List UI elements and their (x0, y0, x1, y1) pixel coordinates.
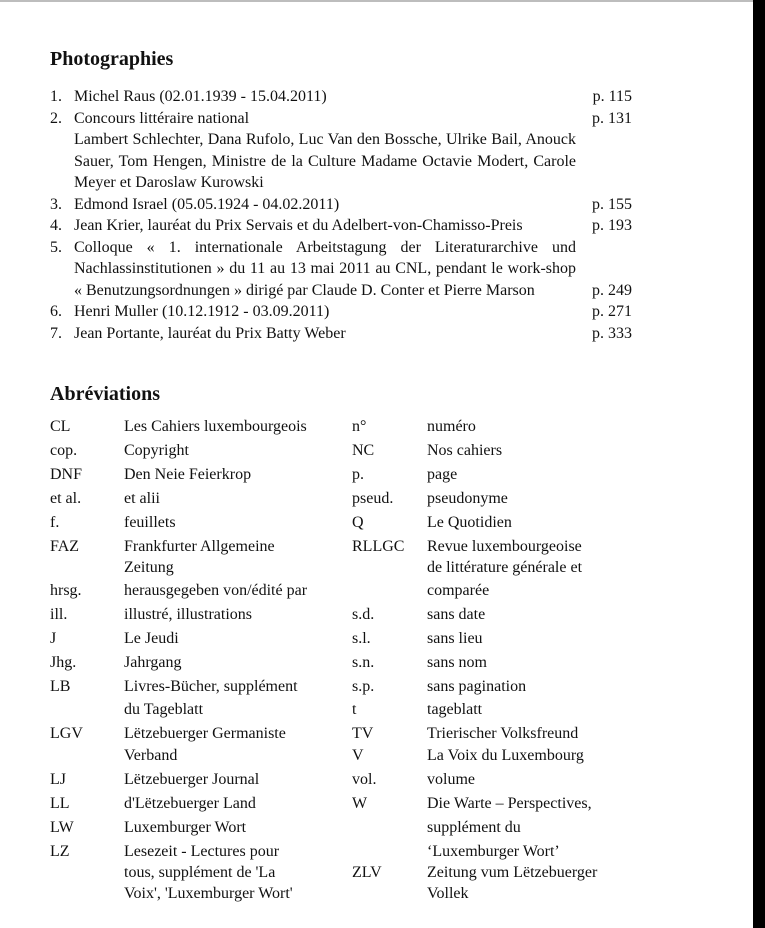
abbreviation-meaning: et alii (124, 490, 160, 507)
abbreviation: t (352, 701, 357, 718)
abbreviation: hrsg. (50, 582, 82, 599)
abbreviation-meaning: Lesezeit - Lectures pour (124, 843, 280, 860)
item-detail: Lambert Schlechter, Dana Rufolo, Luc Van den Bossche, Ulrike Bail, Anouck Sauer, Tom Hengen, Ministre de la Culture Madame Octavie Modert, Carole Meyer et Daroslaw Kurowski (74, 131, 576, 191)
abbreviation: ill. (50, 606, 68, 623)
item-number: 2. (50, 109, 62, 127)
list-item (50, 323, 632, 345)
abbreviation: p. (352, 466, 364, 483)
item-number: 1. (50, 88, 62, 105)
abbreviation-meaning: d'Lëtzebuerger Land (124, 795, 256, 812)
item-number: 3. (50, 195, 62, 213)
abbreviation: CL (50, 418, 71, 435)
abbreviation-meaning: Vollek (427, 885, 469, 902)
abbreviation: s.p. (352, 678, 375, 695)
photographies-heading: Photographies (50, 48, 174, 70)
abbreviation: NC (352, 442, 375, 459)
abbreviation-meaning: Zeitung (124, 559, 174, 576)
abbreviation: RLLGC (352, 538, 405, 555)
abbreviation-meaning: herausgegeben von/édité par (124, 582, 308, 599)
abbreviation-meaning: Den Neie Feierkrop (124, 466, 252, 483)
item-title: Michel Raus (02.01.1939 - 15.04.2011) (74, 88, 327, 105)
abbreviation-meaning: Zeitung vum Lëtzebuerger (427, 864, 598, 881)
abbreviation: FAZ (50, 538, 80, 555)
abbreviation-meaning: sans nom (427, 654, 487, 671)
abbreviation: LJ (50, 771, 66, 788)
abbreviation: W (352, 795, 368, 812)
item-title: Henri Muller (10.12.1912 - 03.09.2011) (74, 303, 330, 320)
abbreviation-meaning: Nos cahiers (427, 442, 503, 459)
abbreviation: TV (352, 725, 374, 742)
page-top-border (0, 0, 765, 2)
abbreviation: Q (352, 514, 364, 531)
abbreviation-meaning: pseudonyme (427, 490, 508, 507)
list-item (50, 86, 632, 108)
abbreviation-meaning: Copyright (124, 442, 189, 459)
abbreviation-meaning: volume (427, 771, 475, 788)
item-page: p. 249 (592, 281, 632, 299)
abbreviation: f. (50, 514, 60, 531)
abbreviation-meaning: tous, supplément de 'La (124, 864, 276, 881)
abbreviation-meaning: tageblatt (427, 701, 483, 718)
abbreviation-meaning: sans pagination (427, 678, 527, 695)
abbreviation-meaning: du Tageblatt (124, 701, 204, 718)
page-right-edge (753, 0, 765, 928)
abbreviation: s.d. (352, 606, 375, 623)
abbreviation-meaning: Le Jeudi (124, 630, 179, 647)
abbreviation-meaning: Les Cahiers luxembourgeois (124, 418, 307, 435)
abbreviation-meaning: Frankfurter Allgemeine (124, 538, 275, 555)
item-title: Edmond Israel (05.05.1924 - 04.02.2011) (74, 195, 340, 213)
abbreviation: n° (352, 418, 367, 435)
abbreviation-meaning: numéro (427, 418, 476, 435)
abbreviation: LB (50, 678, 71, 695)
abbreviation: et al. (50, 490, 82, 507)
list-item (50, 108, 632, 194)
abbreviation: pseud. (352, 490, 394, 507)
item-number: 6. (50, 303, 62, 320)
list-item (50, 194, 632, 216)
abbreviation-meaning: Voix', 'Luxemburger Wort' (124, 885, 293, 902)
list-item (50, 301, 632, 323)
abbreviation-meaning: page (427, 466, 458, 483)
item-page: p. 115 (592, 88, 632, 105)
abbreviation-meaning: La Voix du Luxembourg (427, 747, 584, 764)
abbreviation: LGV (50, 725, 83, 742)
abbreviation-meaning: sans date (427, 606, 486, 623)
abbreviation-meaning: illustré, illustrations (124, 606, 252, 623)
abbreviation: DNF (50, 466, 83, 483)
abbreviation: s.l. (352, 630, 371, 647)
abbreviation-meaning: Revue luxembourgeoise (427, 538, 582, 555)
item-page: p. 333 (592, 324, 632, 342)
abbreviation-meaning: Jahrgang (124, 654, 182, 671)
list-item (50, 215, 632, 237)
list-item (50, 237, 632, 302)
abbreviation-meaning: de littérature générale et (427, 559, 583, 576)
item-page: p. 155 (592, 195, 632, 213)
item-title: Colloque « 1. internationale Arbeitstagung der Literaturarchive und Nachlassinstitutionen » du 11 au 13 mai 2011 au CNL, pendant le work-shop « Benutzungsordnungen » dirigé par Claude D. Conter et Pierre Marson (74, 238, 576, 299)
photographies-list (50, 86, 632, 344)
item-title: Concours littéraire national (74, 109, 250, 127)
abbreviation: LW (50, 819, 74, 836)
abbreviation-meaning: Verband (124, 747, 178, 764)
abbreviation-meaning: feuillets (124, 514, 176, 531)
item-page: p. 193 (592, 217, 632, 234)
item-page: p. 271 (592, 303, 632, 320)
item-title: Jean Krier, lauréat du Prix Servais et du Adelbert-von-Chamisso-Preis (74, 217, 523, 234)
abbreviation: s.n. (352, 654, 375, 671)
abbreviation: cop. (50, 442, 78, 459)
abreviations-heading: Abréviations (50, 383, 160, 405)
item-title: Jean Portante, lauréat du Prix Batty Weber (74, 324, 346, 342)
item-number: 4. (50, 217, 62, 234)
abbreviation-meaning: sans lieu (427, 630, 483, 647)
abbreviation-meaning: Luxemburger Wort (124, 819, 247, 836)
abbreviation: V (352, 747, 364, 764)
abbreviation-meaning: Lëtzebuerger Journal (124, 771, 260, 788)
abbreviation-meaning: Le Quotidien (427, 514, 512, 531)
abbreviation-meaning: Trierischer Volksfreund (427, 725, 579, 742)
abbreviation: vol. (352, 771, 377, 788)
abbreviation: Jhg. (50, 654, 77, 671)
abbreviation-meaning: Livres-Bücher, supplément (124, 678, 298, 695)
abbreviation-meaning: Lëtzebuerger Germaniste (124, 725, 286, 742)
abbreviation-meaning: supplément du (427, 819, 521, 836)
item-page: p. 131 (592, 109, 632, 127)
abbreviation: LL (50, 795, 70, 812)
item-number: 7. (50, 324, 62, 342)
abbreviation-meaning: ‘Luxemburger Wort’ (427, 843, 560, 860)
abbreviation: LZ (50, 843, 70, 860)
abbreviation: J (50, 630, 57, 647)
abbreviation: ZLV (352, 864, 382, 881)
abbreviation-meaning: comparée (427, 582, 490, 599)
abbreviation-meaning: Die Warte – Perspectives, (427, 795, 592, 812)
item-number: 5. (50, 238, 62, 256)
